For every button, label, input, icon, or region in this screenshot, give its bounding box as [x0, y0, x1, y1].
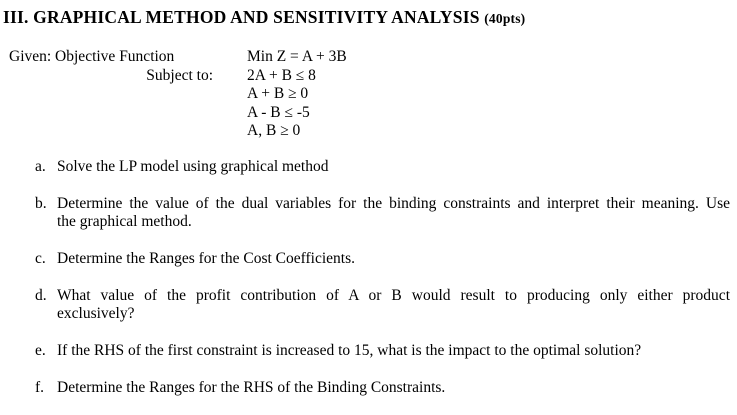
question-list	[0, 158, 737, 397]
subject-to-label: Subject to:	[146, 66, 213, 84]
question-d-line-2: exclusively?	[57, 304, 135, 322]
question-c-letter: c.	[35, 249, 46, 267]
given-objective-label: Given: Objective Function	[9, 48, 175, 65]
question-e-text	[57, 342, 730, 360]
question-c-text	[57, 250, 730, 268]
question-e	[35, 342, 737, 360]
constraint-1: 2A + B ≤ 8	[247, 66, 316, 84]
objective-function: Min Z = A + 3B	[247, 48, 347, 65]
question-d-line-1: What value of the profit contribution of A or B would result to producing only either product	[57, 286, 730, 304]
constraint-2: A + B ≥ 0	[247, 85, 309, 102]
question-a	[35, 158, 737, 176]
question-c	[35, 250, 737, 268]
lp-model-equations	[247, 48, 737, 141]
section-title	[3, 7, 737, 28]
lp-model-labels	[0, 48, 247, 141]
question-f	[35, 379, 737, 397]
question-b-line-2: the graphical method.	[57, 212, 192, 230]
question-b-line-1: Determine the value of the dual variables for the binding constraints and interpret their meaning. Use	[57, 194, 730, 212]
question-a-line-1: Solve the LP model using graphical method	[57, 157, 329, 175]
question-b-text	[57, 195, 730, 231]
question-f-letter: f.	[35, 378, 45, 396]
question-d-letter: d.	[35, 286, 47, 304]
question-d-text	[57, 287, 730, 323]
question-d	[35, 287, 737, 323]
question-a-letter: a.	[35, 157, 46, 175]
question-a-text	[57, 158, 730, 176]
question-e-line-1: If the RHS of the first constraint is increased to 15, what is the impact to the optimal solution?	[57, 341, 642, 359]
lp-model-block	[0, 48, 737, 141]
question-b	[35, 195, 737, 231]
constraint-3: A - B ≤ -5	[247, 103, 310, 121]
section-points: (40pts)	[484, 11, 526, 26]
question-f-line-1: Determine the Ranges for the RHS of the Binding Constraints.	[57, 378, 446, 396]
constraint-4: A, B ≥ 0	[247, 122, 301, 139]
question-f-text	[57, 379, 730, 397]
section-title-text: III. GRAPHICAL METHOD AND SENSITIVITY ANALYSIS	[3, 7, 480, 27]
question-b-letter: b.	[35, 194, 47, 212]
question-e-letter: e.	[35, 341, 46, 359]
question-c-line-1: Determine the Ranges for the Cost Coefficients.	[57, 249, 356, 267]
